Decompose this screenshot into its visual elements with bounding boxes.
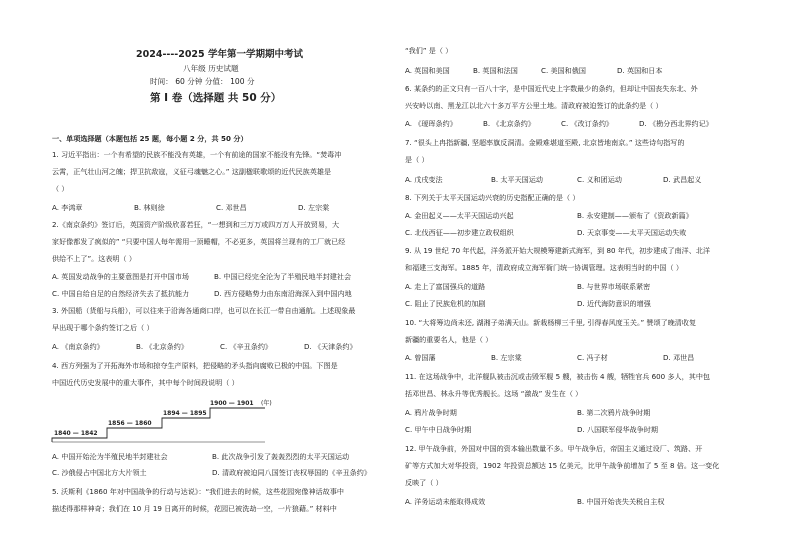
- question-6-line-1: 6. 某条约的正文只有一百八十字，是中国近代史上字数最少的条约，但却让中国丧失东北、外: [405, 84, 698, 93]
- option-c: C. 沙俄侵占中国北方大片领土: [52, 468, 147, 477]
- exam-title: 2024----2025 学年第一学期期中考试: [136, 49, 303, 60]
- question-5-continued: “我们” 是（ ）: [405, 46, 453, 55]
- question-11-options-row-1: [405, 408, 650, 418]
- option-a: A. 中国开始沦为半殖民地半封建社会: [52, 452, 168, 461]
- option-a: A. 洋务运动未能取得成效: [405, 497, 486, 506]
- question-11-line-1: 11. 在这场战争中，北洋舰队被击沉或击毁军舰 5 艘，被击伤 4 艘，牺牲官兵 600 多人，其中包: [405, 372, 711, 381]
- timeline-unit: (年): [261, 400, 272, 407]
- question-2-options-row-1: [52, 272, 351, 282]
- question-8-options-row-2: [405, 228, 686, 238]
- option-d: D. 邓世昌: [663, 353, 695, 362]
- option-c: C. 冯子材: [577, 353, 608, 362]
- question-1-line-3: （ ）: [52, 184, 69, 193]
- volume-title: 第 I 卷（选择题 共 50 分）: [150, 92, 282, 104]
- question-10-line-2: 新疆的重要名人，他是（ ）: [405, 335, 493, 344]
- option-b: B. 中国开始丧失关税自主权: [577, 497, 665, 506]
- option-c: C. 阻止了民族危机的加剧: [405, 299, 486, 308]
- option-c: C. 邓世昌: [216, 203, 247, 212]
- option-c: C. 美国和俄国: [541, 66, 586, 75]
- timeline-period-4: 1900 — 1901: [210, 400, 254, 407]
- question-11-line-2: 括邓世昌、林永升等优秀舰长。这场 “激战” 发生在（ ）: [405, 389, 583, 398]
- option-a: A. 英国发动战争的主要意图是打开中国市场: [52, 272, 189, 281]
- option-b: B. 英国和法国: [473, 66, 518, 75]
- question-2-options-row-2: [52, 289, 352, 299]
- question-3-line-2: 早出现于哪个条约签订之后（ ）: [52, 323, 154, 332]
- option-c: C. 《改订条约》: [561, 119, 614, 128]
- question-10-options: [405, 353, 694, 363]
- option-d: D. 清政府被迫同八国签订丧权辱国的《辛丑条约》: [212, 468, 371, 477]
- question-6-line-2: 兴安岭以南、黑龙江以北六十多万平方公里土地。清政府被迫签订的此条约是（ ）: [405, 101, 663, 110]
- question-9-line-2: 和福建三支海军。1885 年，清政府成立海军衙门统一协调管理。这表明当时的中国（ ）: [405, 263, 683, 272]
- question-8-line-1: 8. 下列关于太平天国运动兴衰的历史指配正确的是（ ）: [405, 193, 580, 202]
- option-b: B. 永安建制——颁布了《资政新篇》: [577, 211, 693, 220]
- question-7-line-1: 7. “很头上冉指新疆, 坚超率旗反洞清。金殿难堪道至殿, 北京皆地南京。” 这些诗句指写的: [405, 138, 685, 147]
- question-12-options: [405, 497, 664, 507]
- option-a: A. 李鸿章: [52, 203, 83, 212]
- option-a: A. 金田起义——太平天国运动兴起: [405, 211, 514, 220]
- option-b: B. 《北京条约》: [136, 342, 188, 351]
- timeline-diagram: [50, 398, 290, 446]
- question-6-options: [405, 119, 713, 129]
- question-7-line-2: 是（ ）: [405, 155, 429, 164]
- question-12-line-3: 反映了（ ）: [405, 478, 443, 487]
- option-d: D. 八国联军侵华战争时期: [577, 425, 658, 434]
- option-b: B. 此次战争引发了轰轰烈烈的太平天国运动: [212, 452, 350, 461]
- question-10-line-1: 10. “大将筹边尚未还, 湖湘子弟满天山。新栽杨柳三千里, 引得春风度玉关。” 赞颂了晚清收复: [405, 318, 697, 327]
- question-12-line-2: 矿等方式加大对华投资，1902 年投资总额达 15 亿美元，比甲午战争前增加了 5 至 8 倍。这一变化: [405, 461, 720, 470]
- question-5-options: [405, 66, 687, 76]
- question-1-line-2: 云霄，正气壮山河之魄；捍卫抗敌寇，义征弓魂魅之心。” 这副楹联歌颂的近代民族英雄是: [52, 167, 332, 176]
- question-5-line-2: 描述得那样神奇；我们在 10 月 19 日离开的时候，花园已被洗劫一空，一片狼藉。” 材料中: [52, 504, 337, 513]
- question-9-line-1: 9. 从 19 世纪 70 年代起，洋务派开始大规模筹建新式海军，到 80 年代，初步建成了南洋、北洋: [405, 246, 711, 255]
- time-score: 时间： 60 分钟 分值： 100 分: [150, 77, 255, 86]
- option-b: B. 左宗棠: [491, 353, 522, 362]
- option-a: A. 《南京条约》: [52, 342, 104, 351]
- question-1-options: [52, 203, 380, 213]
- option-b: B. 第二次鸦片战争时期: [577, 408, 651, 417]
- option-a: A. 英国和美国: [405, 66, 450, 75]
- section-heading: 一、单项选择题（本题包括 25 题，每小题 2 分，共 50 分）: [52, 134, 248, 143]
- option-c: C. 义和团运动: [577, 175, 622, 184]
- option-d: D. 天京事变——太平天国运动失败: [577, 228, 687, 237]
- option-c: C. 甲午中日战争时期: [405, 425, 472, 434]
- option-d: D. 左宗棠: [298, 203, 330, 212]
- question-5-line-1: 5. 沃斯利《1860 年对中国战争的行动与达说》：“我们进去的时候，这些花园宛像神话故事中: [52, 487, 344, 496]
- option-d: D. 西方侵略势力由东南沿海深入到中国内地: [214, 289, 352, 298]
- question-8-options-row-1: [405, 211, 693, 221]
- option-a: A. 戊戌变法: [405, 175, 443, 184]
- question-4-options-row-2: [52, 468, 371, 478]
- option-c: C. 《辛丑条约》: [220, 342, 273, 351]
- option-b: B. 《北京条约》: [483, 119, 535, 128]
- timeline-period-1: 1840 — 1842: [54, 430, 98, 437]
- option-b: B. 太平天国运动: [491, 175, 543, 184]
- question-1-line-1: 1. 习近平指出：一个有希望的民族不能没有英雄，一个有前途的国家不能没有先锋。“焚毒冲: [52, 150, 342, 159]
- option-d: D. 武昌起义: [663, 175, 702, 184]
- option-d: D. 《天津条约》: [304, 342, 357, 351]
- timeline-period-2: 1856 — 1860: [108, 420, 152, 427]
- option-c: C. 北伐西征——初步建立政权组织: [405, 228, 514, 237]
- option-a: A. 走上了富国强兵的道路: [405, 282, 486, 291]
- question-2-line-3: 供给不上了”。这表明（ ）: [52, 254, 136, 263]
- question-3-line-1: 3. 外国船（货船与兵船），可以往来于沿海各通商口岸，也可以在长江一带自由通航。上述现象最: [52, 306, 356, 315]
- timeline-period-3: 1894 — 1895: [163, 410, 207, 417]
- option-a: A. 鸦片战争时期: [405, 408, 457, 417]
- option-a: A. 《瑷珲条约》: [405, 119, 457, 128]
- question-12-line-1: 12. 甲午战争前，外国对中国的资本输出数量不多。甲午战争后，帝国主义通过设厂、筑路、开: [405, 444, 703, 453]
- question-4-line-2: 中国近代历史发展中的重大事件，其中每个时间段说明（ ）: [52, 378, 239, 387]
- option-a: A. 曾国藩: [405, 353, 436, 362]
- option-d: D. 英国和日本: [617, 66, 663, 75]
- option-d: D. 近代海防意识的增强: [577, 299, 651, 308]
- question-9-options-row-1: [405, 282, 650, 292]
- question-2-line-1: 2.《南京条约》签订后，英国资产阶级欣喜若狂，“一想到和三万万或四万万人开放贸易，大: [52, 220, 340, 229]
- question-4-options-row-1: [52, 452, 349, 462]
- option-c: C. 中国自给自足的自然经济失去了抵抗能力: [52, 289, 190, 298]
- option-b: B. 与世界市场联系紧密: [577, 282, 651, 291]
- question-4-line-1: 4. 西方列强为了开拓海外市场和掠夺生产原料，把侵略的矛头指向腐败已极的中国。下图是: [52, 361, 338, 370]
- option-b: B. 林则徐: [134, 203, 165, 212]
- question-7-options: [405, 175, 701, 185]
- option-b: B. 中国已经完全沦为了半殖民地半封建社会: [214, 272, 352, 281]
- question-2-line-2: 家好像都发了疯似的” “只要中国人每年需用一顶睡帽，不必更多，英国将兰现有的工厂就已经: [52, 237, 346, 246]
- question-3-options: [52, 342, 388, 352]
- question-11-options-row-2: [405, 425, 658, 435]
- option-d: D. 《勘分西北界约记》: [639, 119, 713, 128]
- question-9-options-row-2: [405, 299, 651, 309]
- grade-subject: 八年级 历史试题: [183, 64, 239, 73]
